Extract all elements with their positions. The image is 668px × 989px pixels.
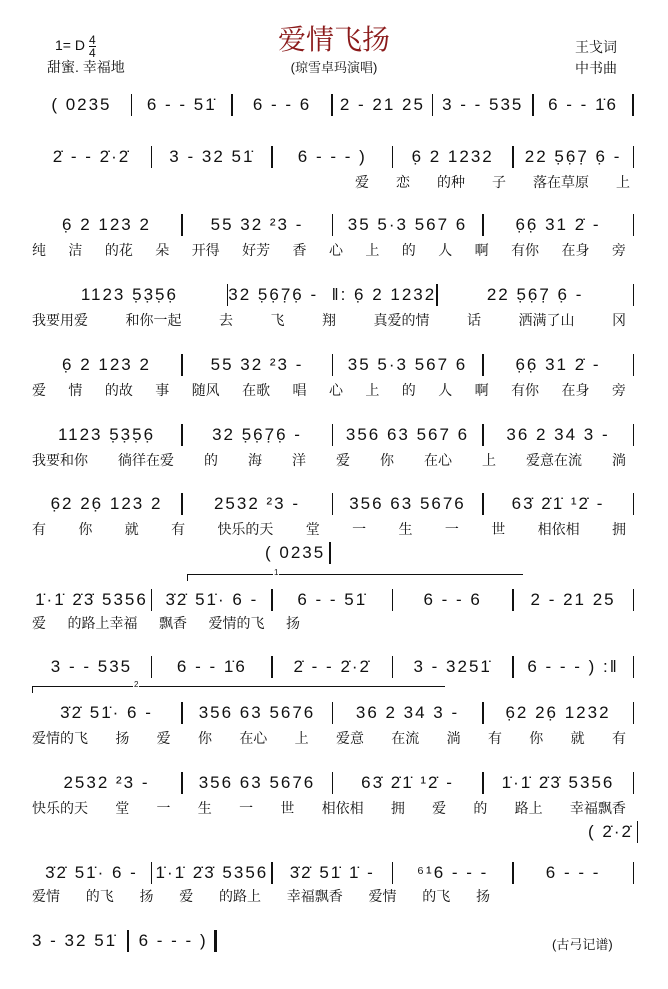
measure: ( 0235 xyxy=(51,95,112,114)
lyrics-line xyxy=(32,519,626,539)
volta-number: 2 xyxy=(134,680,139,689)
lyric-word: 淌 xyxy=(446,730,461,746)
key-label: 1= D xyxy=(55,37,85,54)
notation-row xyxy=(32,701,634,725)
lyric-word: 爱意 xyxy=(335,730,364,746)
lyric-word: 海 xyxy=(248,452,262,468)
lyric-word: 爱 xyxy=(336,452,350,468)
measure: 6 - - 6 xyxy=(423,590,482,609)
lyric-word: 的路上 xyxy=(219,888,261,904)
performer-note: (琼雪卓玛演唱) xyxy=(290,60,378,75)
measure: 6̣2 26̣ 123 2 xyxy=(50,494,163,513)
lyric-word: 爱 xyxy=(432,800,447,816)
lyric-word: 爱情 xyxy=(368,888,397,904)
lyric-word: 有你 xyxy=(511,382,540,398)
lyric-word: 的 xyxy=(473,800,488,816)
lyrics-line xyxy=(32,240,626,260)
measure: 6̣ 2 123 2 xyxy=(62,355,151,374)
barline xyxy=(637,821,639,843)
lyric-word: 有 xyxy=(487,730,502,746)
lyric-word: 上 xyxy=(482,452,496,468)
lyric-word: 在心 xyxy=(239,730,268,746)
notation-row xyxy=(32,861,634,885)
lyric-word: 纯 xyxy=(32,242,46,258)
lyric-word: 你 xyxy=(380,452,394,468)
lyric-word: 拥 xyxy=(390,800,405,816)
notation-row xyxy=(32,353,634,377)
lyrics-line xyxy=(32,886,490,906)
measure: 6̣ 2 1232 xyxy=(411,147,494,166)
lyric-word: 一 xyxy=(352,521,367,537)
lyric-word: 在心 xyxy=(424,452,452,468)
measure: 6̣6̣ 31 2̇ - xyxy=(515,215,601,234)
measure: 63̇ 2̇1̇ ¹2̇ - xyxy=(511,494,605,513)
measure: 35 5·3 567 6 xyxy=(347,215,468,234)
lyric-word: 世 xyxy=(491,521,506,537)
final-row xyxy=(32,929,217,953)
lyric-word: 爱 xyxy=(32,382,46,398)
lyric-word: 的种 xyxy=(437,174,465,190)
key-signature xyxy=(55,34,96,59)
lyric-word: 爱 xyxy=(179,888,194,904)
lyric-word: 在流 xyxy=(391,730,420,746)
volta-number: 1 xyxy=(274,568,279,577)
barline xyxy=(329,542,331,564)
lyric-word: 情 xyxy=(68,382,83,398)
notation-row xyxy=(32,423,634,447)
measure: 63̇ 2̇1̇ ¹2̇ - xyxy=(361,773,454,792)
meter-denominator: 4 xyxy=(88,46,96,60)
lyric-word: 人 xyxy=(438,382,453,398)
final-barline xyxy=(214,930,217,952)
lyric-word: 扬 xyxy=(476,888,490,904)
lyrics-line xyxy=(32,728,626,748)
lyric-word: 洒满了山 xyxy=(518,312,575,328)
barline xyxy=(633,656,635,678)
lyric-word: 子 xyxy=(492,174,506,190)
lyricist: 王戈词 xyxy=(575,39,617,55)
lyric-word: 的路上幸福 xyxy=(67,615,138,631)
barline xyxy=(633,424,635,446)
lyric-word: 上 xyxy=(616,174,630,190)
barline xyxy=(633,214,635,236)
transcriber-credit: (古弓记谱) xyxy=(552,937,613,952)
barline xyxy=(633,772,635,794)
measure: 1̇·1̇ 2̇3̇ 5356 xyxy=(155,863,269,882)
lyric-word: 你 xyxy=(529,730,544,746)
measure: 6 - - 1̇6 xyxy=(176,657,247,676)
lyric-word: 好芳 xyxy=(242,242,271,258)
measure: 36 2 34 3 - xyxy=(506,425,610,444)
measure: 3̇2̇ 51̇ 1̇ - xyxy=(289,863,375,882)
lyric-word: 爱 xyxy=(355,174,369,190)
lyric-word: 就 xyxy=(570,730,585,746)
lyrics-line xyxy=(32,380,626,400)
lyric-word: 一 xyxy=(156,800,171,816)
measure: 22 5̣6̣7̣ 6̣ - xyxy=(486,285,584,304)
lyric-word: 扬 xyxy=(139,888,154,904)
measure: 2 - 21 25 xyxy=(339,95,425,114)
measure: 356 63 5676 xyxy=(349,494,466,513)
notation-row xyxy=(32,145,634,169)
lyric-word: 去 xyxy=(219,312,233,328)
notation-row xyxy=(32,655,634,679)
lyric-word: 冈 xyxy=(612,312,626,328)
measure: 3 - - 535 xyxy=(442,95,524,114)
measure: 32 5̣6̣7̣6̣ - ‖: 6̣ 2 1232 xyxy=(228,285,437,304)
lyric-word: 随风 xyxy=(191,382,220,398)
lyric-word: 爱情的飞 xyxy=(208,615,265,631)
lyric-word: 上 xyxy=(294,730,309,746)
measure: 6 - - - ) :‖ xyxy=(527,657,619,676)
lyric-word: 心 xyxy=(328,382,343,398)
lyric-word: 事 xyxy=(155,382,170,398)
measure: 2̇ - - 2̇·2̇ xyxy=(52,147,131,166)
lyric-word: 唱 xyxy=(292,382,307,398)
lyric-word: 快乐的天 xyxy=(217,521,274,537)
notation-row xyxy=(32,213,634,237)
lyrics-line xyxy=(355,172,630,192)
notation-row xyxy=(32,283,634,307)
lyric-word: 的 xyxy=(401,242,416,258)
measure: 3 - 32 51̇ xyxy=(32,931,118,950)
lyric-word: 有你 xyxy=(511,242,540,258)
lyric-word: 有 xyxy=(611,730,626,746)
lyric-word: 旁 xyxy=(611,382,626,398)
measure: 356 63 5676 xyxy=(198,703,316,722)
lyric-word: 淌 xyxy=(612,452,626,468)
lyric-word: 生 xyxy=(398,521,413,537)
lyric-word: 的飞 xyxy=(422,888,451,904)
lyric-word: 翔 xyxy=(322,312,336,328)
barline xyxy=(632,94,634,116)
lyric-word: 相依相 xyxy=(321,800,364,816)
lyric-word: 堂 xyxy=(115,800,130,816)
lyric-word: 飘香 xyxy=(159,615,187,631)
measure: 1123 5̣3̣5̣6̣ xyxy=(80,285,178,304)
lyric-word: 世 xyxy=(280,800,295,816)
measure: 3 - - 535 xyxy=(50,657,133,676)
lyric-word: 上 xyxy=(365,242,380,258)
lyric-word: 爱情的飞 xyxy=(32,730,88,746)
lyrics-line xyxy=(32,310,626,330)
tempo-style: 甜蜜. 幸福地 xyxy=(47,59,125,75)
volta-bracket-1 xyxy=(187,568,523,581)
lyric-word: 幸福飘香 xyxy=(569,800,626,816)
measure: ⁶¹6 - - - xyxy=(417,863,489,882)
measure: 356 63 5676 xyxy=(198,773,316,792)
lyric-word: 徜徉在爱 xyxy=(118,452,174,468)
lyric-word: 真爱的情 xyxy=(373,312,430,328)
meter-numerator: 4 xyxy=(88,33,96,47)
lyric-word: 路上 xyxy=(514,800,543,816)
measure: 3̇2̇ 51̇· 6 - xyxy=(45,863,138,882)
lyrics-line xyxy=(32,613,300,633)
lyric-word: 爱情 xyxy=(32,888,60,904)
barline xyxy=(633,589,635,611)
measure: 1̇·1̇ 2̇3̇ 5356 xyxy=(35,590,148,609)
lyric-word: 一 xyxy=(444,521,459,537)
lyric-word: 堂 xyxy=(305,521,320,537)
measure: 1̇·1̇ 2̇3̇ 5356 xyxy=(501,773,615,792)
pickup-measure-2 xyxy=(588,820,638,844)
lyric-word: 的故 xyxy=(104,382,133,398)
song-title: 爱情飞扬 xyxy=(277,23,390,56)
measure: 2532 ²3 - xyxy=(213,494,301,513)
lyric-word: 就 xyxy=(124,521,139,537)
lyric-word: 的花 xyxy=(104,242,133,258)
notation-row xyxy=(32,771,634,795)
measure: 6̣ 2 123 2 xyxy=(62,215,151,234)
lyric-word: 一 xyxy=(239,800,254,816)
pickup-measure-1 xyxy=(265,541,331,565)
barline xyxy=(633,493,635,515)
lyric-word: 啊 xyxy=(474,242,489,258)
measure: 6 - - - ) xyxy=(297,147,367,166)
measure: 55 32 ²3 - xyxy=(210,355,304,374)
measure: 6 - - 51̇ xyxy=(146,95,217,114)
pickup-notes: ( 0235 xyxy=(265,543,326,562)
lyric-word: 啊 xyxy=(474,382,489,398)
lyric-word: 心 xyxy=(328,242,343,258)
lyric-word: 在身 xyxy=(561,382,590,398)
measure: 2̇ - - 2̇·2̇ xyxy=(293,657,372,676)
lyric-word: 扬 xyxy=(115,730,130,746)
measure: 22 5̣6̣7̣ 6̣ - xyxy=(524,147,622,166)
measure: 55 32 ²3 - xyxy=(210,215,304,234)
measure: 32 5̣6̣7̣6̣ - xyxy=(212,425,302,444)
lyric-word: 爱意在流 xyxy=(526,452,582,468)
measure: 2532 ²3 - xyxy=(63,773,150,792)
time-signature xyxy=(89,34,96,59)
lyric-word: 有 xyxy=(171,521,186,537)
lyric-word: 洋 xyxy=(292,452,306,468)
lyric-word: 爱 xyxy=(32,615,46,631)
measure: 3 - 32 51̇ xyxy=(169,147,255,166)
barline xyxy=(633,862,635,884)
measure: 2 - 21 25 xyxy=(530,590,616,609)
measure: 1123 5̣3̣5̣6̣ xyxy=(57,425,156,444)
pickup-notes: ( 2̇·2̇ xyxy=(588,822,633,841)
lyric-word: 朵 xyxy=(155,242,170,258)
lyric-word: 话 xyxy=(467,312,481,328)
lyric-word: 你 xyxy=(197,730,212,746)
measure: 6 - - 1̇6 xyxy=(548,95,618,114)
measure: 35 5·3 567 6 xyxy=(347,355,468,374)
lyric-word: 落在草原 xyxy=(533,174,589,190)
barline xyxy=(633,146,635,168)
measure: 3̇2̇ 51̇· 6 - xyxy=(165,590,259,609)
lyric-word: 的 xyxy=(401,382,416,398)
barline xyxy=(633,284,635,306)
lyric-word: 开得 xyxy=(191,242,220,258)
measure: 6 - - - ) xyxy=(138,931,208,950)
barline xyxy=(633,354,635,376)
composer: 中书曲 xyxy=(575,60,617,76)
lyrics-line xyxy=(32,450,626,470)
measure: 3 - 3251̇ xyxy=(413,657,492,676)
lyric-word: 你 xyxy=(78,521,93,537)
measure: 6̣2 26̣ 1232 xyxy=(505,703,611,722)
volta-bracket-2 xyxy=(32,680,445,693)
lyric-word: 扬 xyxy=(286,615,300,631)
lyric-word: 有 xyxy=(32,521,46,537)
measure: 6 - - 51̇ xyxy=(297,590,368,609)
lyric-word: 快乐的天 xyxy=(32,800,88,816)
lyric-word: 我要和你 xyxy=(32,452,88,468)
lyric-word: 相依相 xyxy=(537,521,580,537)
lyrics-line xyxy=(32,798,626,818)
lyric-word: 和你一起 xyxy=(125,312,182,328)
notation-row xyxy=(32,93,634,117)
lyric-word: 飞 xyxy=(270,312,285,328)
lyric-word: 爱 xyxy=(156,730,171,746)
measure: 6 - - 6 xyxy=(252,95,312,114)
lyric-word: 幸福飘香 xyxy=(286,888,343,904)
barline xyxy=(633,702,635,724)
lyric-word: 拥 xyxy=(611,521,626,537)
measure: 36 2 34 3 - xyxy=(355,703,460,722)
lyric-word: 生 xyxy=(197,800,212,816)
lyric-word: 上 xyxy=(365,382,380,398)
measure: 356 63 567 6 xyxy=(345,425,470,444)
lyric-word: 旁 xyxy=(611,242,626,258)
lyric-word: 我要用爱 xyxy=(32,312,88,328)
measure: 6 - - - xyxy=(545,863,601,882)
lyric-word: 在歌 xyxy=(242,382,271,398)
lyric-word: 洁 xyxy=(68,242,83,258)
barline xyxy=(127,930,129,952)
lyric-word: 恋 xyxy=(396,174,410,190)
measure: 3̇2̇ 51̇· 6 - xyxy=(60,703,153,722)
lyric-word: 的飞 xyxy=(85,888,114,904)
measure: 6̣6̣ 31 2̇ - xyxy=(515,355,601,374)
lyric-word: 的 xyxy=(204,452,218,468)
lyric-word: 香 xyxy=(292,242,307,258)
notation-row xyxy=(32,492,634,516)
lyric-word: 在身 xyxy=(561,242,590,258)
notation-row xyxy=(32,588,634,612)
lyric-word: 人 xyxy=(438,242,453,258)
